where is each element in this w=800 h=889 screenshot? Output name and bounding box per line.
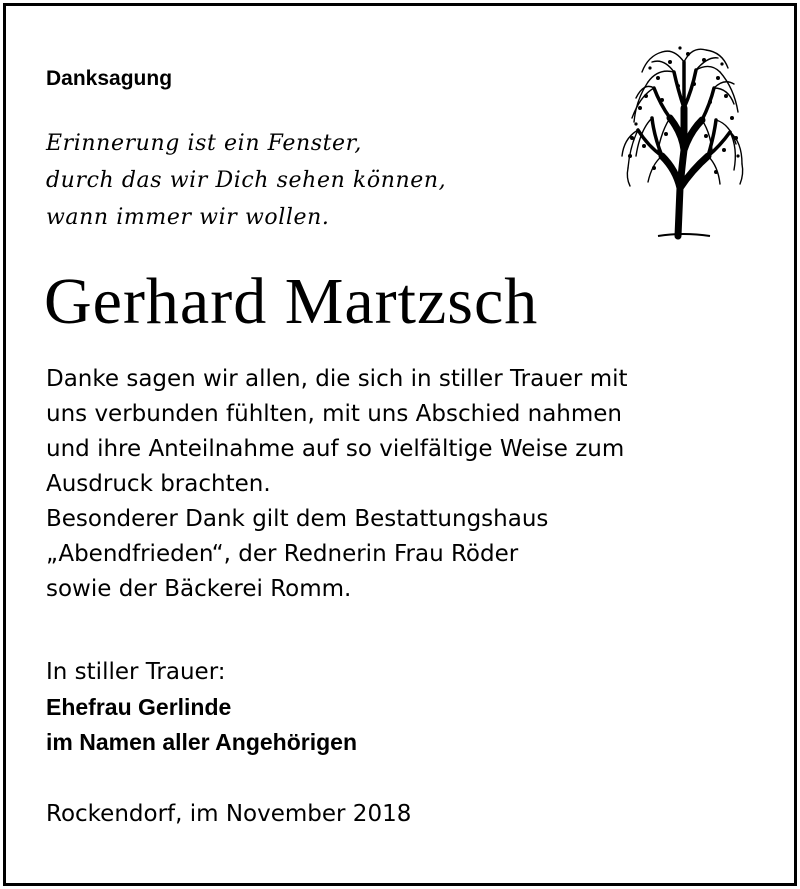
signer-name: Ehefrau Gerlinde xyxy=(46,694,232,720)
message-line: Ausdruck brachten. xyxy=(46,471,271,497)
quote-line: durch das wir Dich sehen können, xyxy=(46,168,447,193)
signature-intro: In stiller Trauer: xyxy=(46,659,226,685)
notice-heading: Danksagung xyxy=(46,67,173,90)
message-line: Besonderer Dank gilt dem Bestattungshaus xyxy=(46,506,549,532)
quote-line: Erinnerung ist ein Fenster, xyxy=(46,131,362,156)
message-line: Danke sagen wir allen, die sich in stiller Trauer mit xyxy=(46,366,628,392)
signer-name: im Namen aller Angehörigen xyxy=(46,729,357,755)
message-line: „Abendfrieden“, der Rednerin Frau Röder xyxy=(46,541,519,567)
message-line: sowie der Bäckerei Romm. xyxy=(46,576,352,602)
thanks-message xyxy=(46,362,766,607)
memorial-quote xyxy=(46,125,526,236)
tree-icon xyxy=(618,38,748,243)
place-date: Rockendorf, im November 2018 xyxy=(46,801,412,827)
signature-block xyxy=(46,655,357,760)
quote-line: wann immer wir wollen. xyxy=(46,205,330,230)
deceased-name: Gerhard Martzsch xyxy=(44,265,539,338)
message-line: uns verbunden fühlten, mit uns Abschied nahmen xyxy=(46,401,623,427)
message-line: und ihre Anteilnahme auf so vielfältige Weise zum xyxy=(46,436,625,462)
